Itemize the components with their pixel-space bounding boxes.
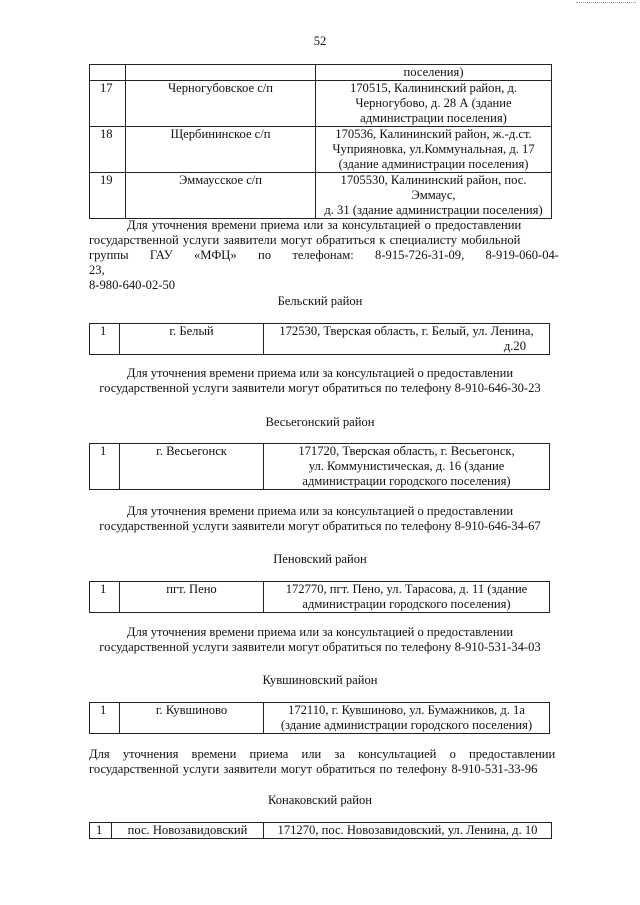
address-line: Черногубово, д. 28 А (здание (355, 96, 512, 110)
address-line: 172770, пгт. Пено, ул. Тарасова, д. 11 (здание (285, 582, 528, 596)
table-cell-num: 1 (90, 324, 120, 355)
table-row (90, 81, 552, 127)
table-cell-name (126, 65, 316, 81)
table-row (90, 324, 550, 355)
table-cell-num (90, 65, 126, 81)
table-cell-address: поселения) (316, 65, 552, 81)
table-cell-name: г. Весьегонск (120, 444, 264, 490)
scan-artifact-line (576, 2, 636, 3)
table-cell-name: пос. Новозавидовский (112, 823, 264, 839)
paragraph-line: Для уточнения времени приема или за консультацией о предоставлении (126, 625, 514, 639)
address-line: 170515, Калининский район, д. (349, 81, 518, 95)
address-line: 171720, Тверская область, г. Весьегонск, (298, 444, 515, 458)
table-cell-address (264, 444, 550, 490)
address-line: администрации городского поселения) (302, 597, 511, 611)
table-row (90, 65, 552, 81)
table-row (90, 127, 552, 173)
table-cell-num: 17 (90, 81, 126, 127)
table-row (90, 582, 550, 613)
paragraph-kuvshinovsky (89, 747, 559, 777)
paragraph-line: Для уточнения времени приема или за консультацией о предоставлении (126, 504, 514, 518)
table-cell-num: 19 (90, 173, 126, 219)
page-number: 52 (313, 34, 327, 48)
table-cell-address (316, 81, 552, 127)
table-row (90, 444, 550, 490)
table-cell-name: пгт. Пено (120, 582, 264, 613)
table-cell-address (264, 703, 550, 734)
address-line: администрации городского поселения) (302, 474, 511, 488)
table-cell-address (264, 324, 550, 355)
paragraph-vesyegonsky (60, 504, 580, 534)
paragraph-line: Для уточнения времени приема или за консультацией о предоставлении (126, 366, 514, 380)
office-table (89, 323, 550, 355)
address-line: 1705530, Калининский район, пос. Эммаус, (340, 173, 527, 202)
section-heading: Весьегонский район (265, 415, 375, 429)
section-heading: Конаковский район (267, 793, 373, 807)
address-line: (здание администрации городского поселения) (280, 718, 533, 732)
table-cell-name: г. Белый (120, 324, 264, 355)
office-table (89, 702, 550, 734)
address-line: д. 31 (здание администрации поселения) (324, 203, 543, 217)
address-line: 171270, пос. Новозавидовский, ул. Ленина, д. 10 (277, 823, 538, 837)
office-table (89, 822, 552, 839)
table-row (90, 823, 552, 839)
paragraph-line: государственной услуги заявители могут обратиться по телефону 8-910-646-30-23 (99, 381, 541, 395)
table-cell-address (316, 127, 552, 173)
settlements-table (89, 64, 552, 219)
address-line: администрации поселения) (360, 111, 507, 125)
section-heading: Пеновский район (273, 552, 367, 566)
address-line: д.20 (503, 339, 526, 353)
table-cell-name: Щербининское с/п (126, 127, 316, 173)
address-line: (здание администрации поселения) (338, 157, 529, 171)
table-cell-num: 1 (90, 444, 120, 490)
paragraph-line: Для уточнения времени приема или за консультацией о предоставлении (89, 747, 556, 761)
table-row (90, 173, 552, 219)
table-cell-num: 1 (90, 582, 120, 613)
paragraph-line: Для уточнения времени приема или за консультацией о предоставлении (127, 218, 522, 232)
paragraph-line: государственной услуги заявители могут обратиться по телефону 8-910-531-34-03 (99, 640, 541, 654)
address-line: 170536, Калининский район, ж.-д.ст. (335, 127, 532, 141)
table-cell-address (264, 582, 550, 613)
paragraph-line: государственной услуги заявители могут обратиться по телефону 8-910-646-34-67 (99, 519, 541, 533)
section-heading: Бельский район (277, 294, 363, 308)
paragraph-line: группы ГАУ «МФЦ» по телефонам: 8-915-726-31-09, 8-919-060-04-23, (89, 248, 559, 277)
address-line: Чуприяновка, ул.Коммунальная, д. 17 (332, 142, 535, 156)
section-heading: Кувшиновский район (262, 673, 378, 687)
paragraph-line: 8-980-640-02-50 (89, 278, 176, 292)
office-table (89, 581, 550, 613)
address-line: ул. Коммунистическая, д. 16 (здание (308, 459, 505, 473)
table-cell-name: Черногубовское с/п (126, 81, 316, 127)
table-cell-name: Эммаусское с/п (126, 173, 316, 219)
paragraph-belsky (60, 366, 580, 396)
address-line: 172530, Тверская область, г. Белый, ул. Ленина, (279, 324, 534, 338)
table-cell-num: 1 (90, 703, 120, 734)
paragraph-line: государственной услуги заявители могут обратиться к специалисту мобильной (89, 233, 521, 247)
table-cell-num: 1 (90, 823, 112, 839)
table-cell-address (316, 173, 552, 219)
address-line: 172110, г. Кувшиново, ул. Бумажников, д. 1а (288, 703, 525, 717)
office-table (89, 443, 550, 490)
paragraph-mobile-group (89, 218, 559, 293)
table-cell-name: г. Кувшиново (120, 703, 264, 734)
table-cell-num: 18 (90, 127, 126, 173)
paragraph-penovsky (60, 625, 580, 655)
table-cell-address (264, 823, 552, 839)
paragraph-line: государственной услуги заявители могут обратиться по телефону 8-910-531-33-96 (89, 762, 538, 776)
table-row (90, 703, 550, 734)
